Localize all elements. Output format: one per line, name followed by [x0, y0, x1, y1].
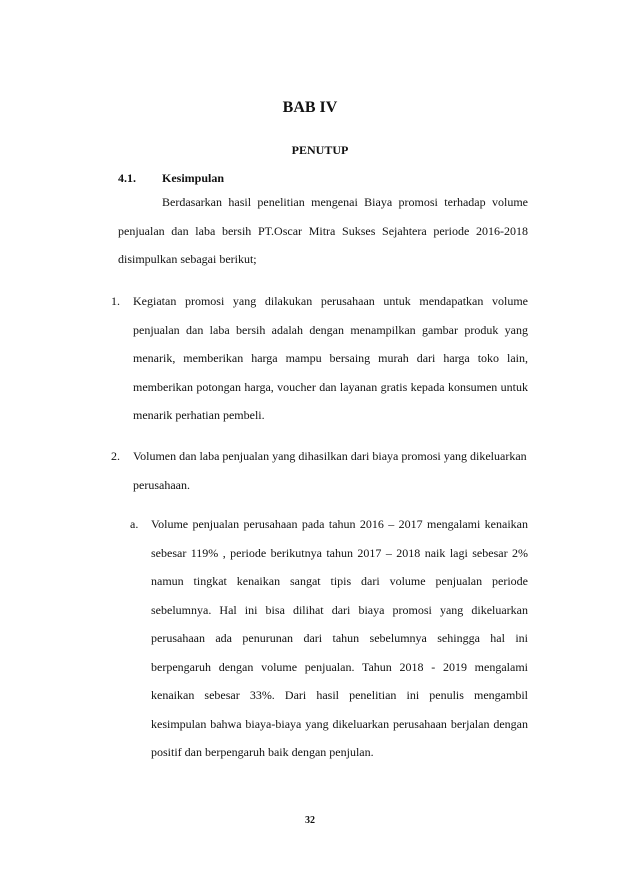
chapter-title: PENUTUP	[291, 143, 349, 157]
section-title: Kesimpulan	[162, 171, 225, 185]
list-item	[111, 287, 528, 430]
list-marker: 2.	[111, 449, 120, 463]
intro-paragraph: Berdasarkan hasil penelitian mengenai Biaya promosi terhadap volume penjualan dan laba bersih PT.Oscar Mitra Sukses Sejahtera periode 2016-2018 disimpulkan sebagai berikut;	[118, 195, 528, 266]
section-number: 4.1.	[118, 171, 136, 185]
list-item	[111, 442, 528, 499]
chapter-heading: BAB IV	[282, 99, 338, 116]
sub-list-item-text: Volume penjualan perusahaan pada tahun 2016 – 2017 mengalami kenaikan sebesar 119% , periode berikutnya tahun 2017 – 2018 naik lagi sebesar 2% namun tingkat kenaikan sangat tipis dari volume penjualan periode sebelumnya. Hal ini bisa dilihat dari biaya promosi yang dikeluarkan perusahaan ada penurunan dari tahun sebelumnya sehingga hal ini berpengaruh dengan volume penjualan. Tahun 2018 - 2019 mengalami kenaikan sebesar 33%. Dari hasil penelitian ini penulis mengambil kesimpulan bahwa biaya-biaya yang dikeluarkan perusahaan berjalan dengan positif dan berpengaruh baik dengan penjulan.	[151, 517, 528, 759]
section-heading	[118, 171, 224, 186]
sub-list-item	[130, 510, 528, 767]
list-item-text: Volumen dan laba penjualan yang dihasilkan dari biaya promosi yang dikeluarkan perusahaan.	[133, 449, 527, 492]
sub-list-marker: a.	[130, 517, 139, 531]
list-marker: 1.	[111, 294, 120, 308]
page-number: 32	[305, 815, 315, 826]
list-item-text: Kegiatan promosi yang dilakukan perusahaan untuk mendapatkan volume penjualan dan laba bersih adalah dengan menampilkan gambar produk yang menarik, memberikan harga mampu bersaing murah dari harga toko lain, memberikan potongan harga, voucher dan layanan gratis kepada konsumen untuk menarik perhatian pembeli.	[133, 294, 528, 422]
